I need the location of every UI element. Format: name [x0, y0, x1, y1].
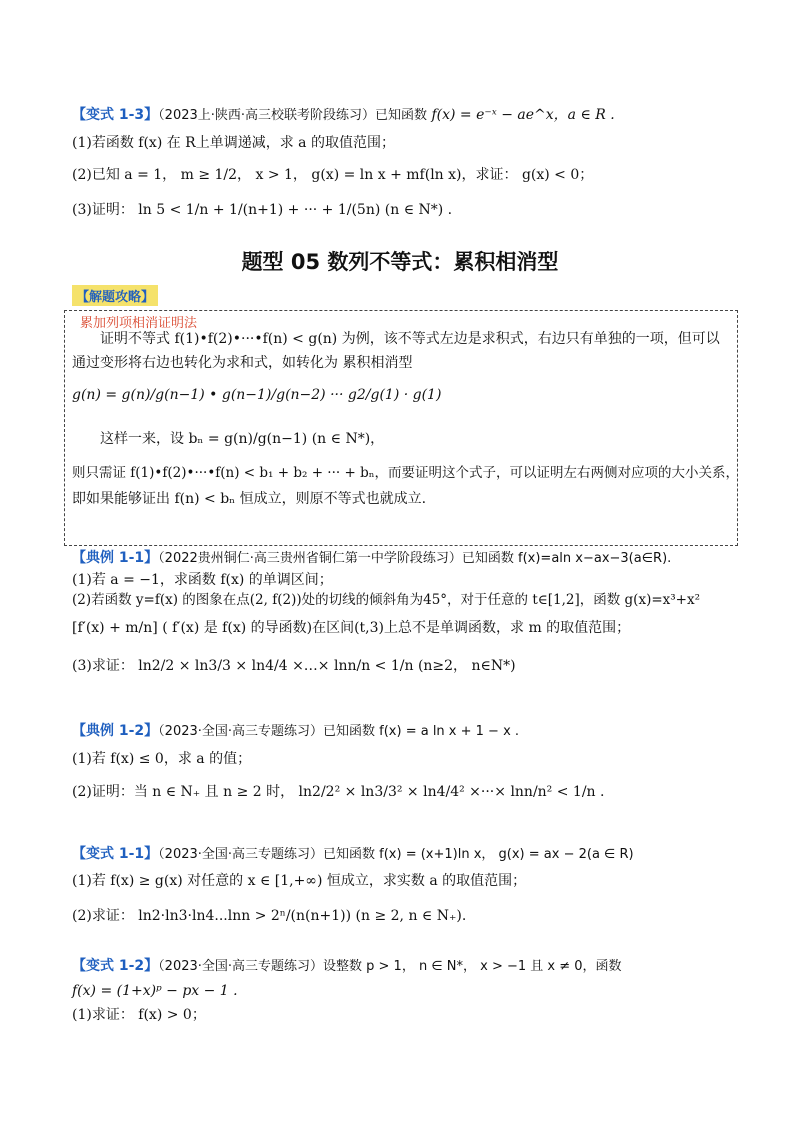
strategy-subtitle: 累加列项相消证明法	[80, 316, 198, 331]
strategy-paragraph-6: 即如果能够证出 f(n) < bₙ 恒成立，则原不等式也就成立.	[72, 491, 427, 507]
problem-e12-header	[72, 720, 519, 743]
problem-function: f(x) = (1+x)ᵖ − px − 1 .	[72, 983, 238, 999]
problem-v13-header	[72, 104, 615, 127]
question-3: (3)证明： ln 5 < 1/n + 1/(n+1) + ··· + 1/(5n) (n ∈ N*) .	[72, 202, 453, 218]
strategy-paragraph-5: 则只需证 f(1)•f(2)•···•f(n) < b₁ + b₂ + ··· + bₙ，而要证明这个式子，可以证明左右两侧对应项的大小关系，	[72, 465, 740, 481]
problem-tag: 【变式 1-2】	[72, 958, 159, 974]
problem-v11-header	[72, 843, 634, 866]
question-1: (1)求证： f(x) > 0；	[72, 1007, 206, 1023]
problem-v12-header	[72, 955, 622, 978]
question-2: (2)求证： ln2·ln3·ln4...lnn > 2ⁿ/(n(n+1)) (n ≥ 2, n ∈ N₊).	[72, 908, 467, 924]
problem-source: （2023·全国·高三专题练习）已知函数 f(x) = (x+1)ln x， g(x) = ax − 2(a ∈ R)	[158, 847, 634, 862]
problem-source: （2023·全国·高三专题练习）已知函数 f(x) = a ln x + 1 − x .	[158, 724, 520, 739]
question-2: (2)证明：当 n ∈ N₊ 且 n ≥ 2 时， ln2/2² × ln3/3² × ln4/4² ×···× lnn/n² < 1/n .	[72, 784, 605, 800]
question-1: (1)若函数 f(x) 在 R上单调递减，求 a 的取值范围；	[72, 135, 395, 151]
strategy-paragraph-4: 这样一来，设 bₙ = g(n)/g(n−1) (n ∈ N*)，	[100, 431, 385, 447]
question-1: (1)若 a = −1，求函数 f(x) 的单调区间；	[72, 572, 333, 588]
problem-tag: 【变式 1-3】	[72, 107, 159, 123]
problem-source: （2023·全国·高三专题练习）设整数 p > 1， n ∈ N*， x > −1 且 x ≠ 0，函数	[158, 959, 622, 974]
question-3: (3)求证： ln2/2 × ln3/3 × ln4/4 ×…× lnn/n < 1/n (n≥2， n∈N*)	[72, 658, 516, 674]
question-2b: [f′(x) + m/n] ( f′(x) 是 f(x) 的导函数)在区间(t,3)上总不是单调函数，求 m 的取值范围；	[72, 620, 631, 636]
section-title: 题型 05 数列不等式：累积相消型	[241, 250, 559, 274]
strategy-paragraph-1: 证明不等式 f(1)•f(2)•···•f(n) < g(n) 为例，该不等式左边是求积式，右边只有单独的一项，但可以	[100, 331, 720, 347]
question-2: (2)已知 a = 1， m ≥ 1/2， x > 1， g(x) = ln x + mf(ln x)，求证： g(x) < 0；	[72, 167, 594, 183]
strategy-label: 【解题攻略】	[72, 285, 158, 306]
problem-e11-header	[72, 547, 671, 570]
strategy-formula: g(n) = g(n)/g(n−1) • g(n−1)/g(n−2) ··· g2/g(1) · g(1)	[72, 387, 442, 403]
question-2a: (2)若函数 y=f(x) 的图象在点(2, f(2))处的切线的倾斜角为45°，对于任意的 t∈[1,2]，函数 g(x)=x³+x²	[72, 592, 701, 608]
problem-source: （2022贵州铜仁·高三贵州省铜仁第一中学阶段练习）已知函数 f(x)=aln x−ax−3(a∈R).	[158, 551, 672, 566]
problem-tag: 【典例 1-2】	[72, 723, 159, 739]
problem-tag: 【变式 1-1】	[72, 846, 159, 862]
problem-tag: 【典例 1-1】	[72, 550, 159, 566]
question-1: (1)若 f(x) ≥ g(x) 对任意的 x ∈ [1,+∞) 恒成立，求实数 a 的取值范围；	[72, 873, 527, 889]
problem-source: （2023上·陕西·高三校联考阶段练习）已知函数	[158, 108, 428, 123]
strategy-paragraph-2: 通过变形将右边也转化为求和式，如转化为 累积相消型	[72, 355, 413, 371]
problem-function: f(x) = e⁻ˣ − ae^x，a ∈ R .	[431, 107, 615, 123]
question-1: (1)若 f(x) ≤ 0，求 a 的值；	[72, 751, 252, 767]
